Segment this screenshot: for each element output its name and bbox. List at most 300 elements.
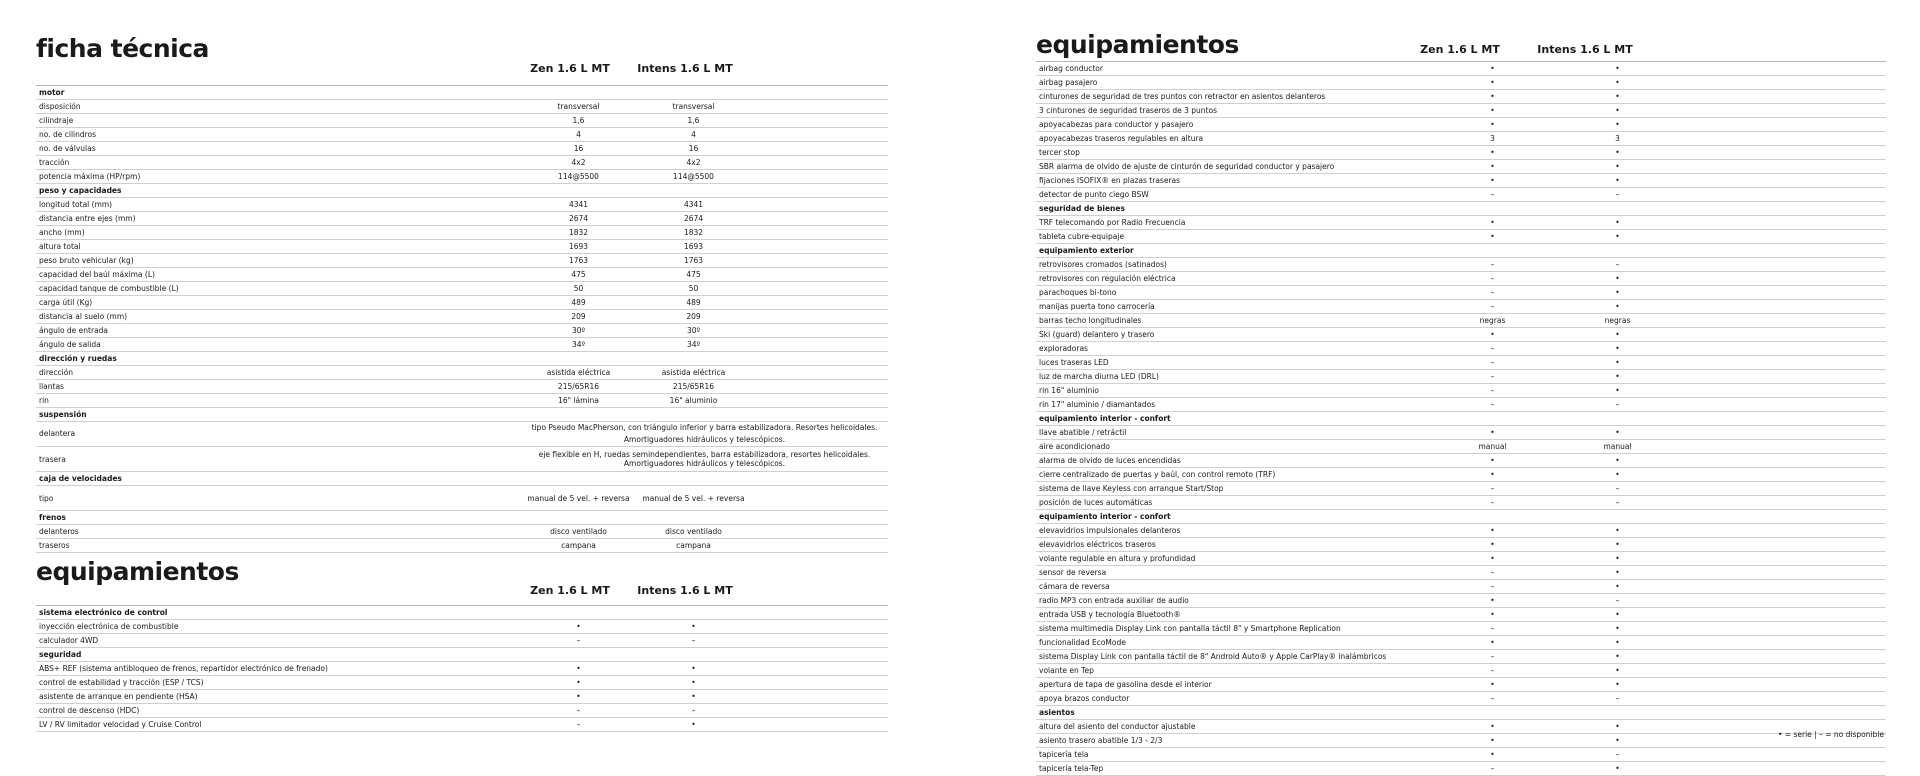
zen-value: •	[1430, 90, 1555, 104]
spec-label: sensor de reversa	[1036, 566, 1430, 580]
spec-label: inyección electrónica de combustible	[36, 620, 521, 634]
zen-value: –	[1430, 580, 1555, 594]
zen-value: •	[1430, 636, 1555, 650]
intens-value: •	[1555, 678, 1680, 692]
spacer-cell	[751, 296, 888, 310]
intens-value: •	[1555, 300, 1680, 314]
zen-value: •	[1430, 594, 1555, 608]
zen-value: 4x2	[521, 156, 636, 170]
spec-label: retrovisores con regulación eléctrica	[1036, 272, 1430, 286]
intens-value: •	[636, 676, 751, 690]
spec-label: sistema de llave Keyless con arranque Start/Stop	[1036, 482, 1430, 496]
zen-value: manual	[1430, 440, 1555, 454]
section-header-row	[1036, 510, 1886, 524]
spec-row	[1036, 608, 1886, 622]
spec-row	[1036, 440, 1886, 454]
section-label: asientos	[1036, 706, 1886, 720]
spec-row	[36, 254, 888, 268]
spec-row	[36, 296, 888, 310]
spec-row	[1036, 230, 1886, 244]
spec-label: no. de cilindros	[36, 128, 521, 142]
intens-value: 4341	[636, 198, 751, 212]
spacer-cell	[1680, 328, 1886, 342]
spacer-cell	[1680, 538, 1886, 552]
zen-value: –	[1430, 272, 1555, 286]
spec-row	[36, 128, 888, 142]
zen-value: •	[1430, 538, 1555, 552]
zen-value: –	[1430, 188, 1555, 202]
equip-left-col-header-intens: Intens 1.6 L MT	[637, 584, 733, 597]
spec-label: 3 cinturones de seguridad traseros de 3 puntos	[1036, 104, 1430, 118]
intens-value: 4x2	[636, 156, 751, 170]
spec-row	[1036, 650, 1886, 664]
section-label: seguridad de bienes	[1036, 202, 1886, 216]
spacer-cell	[751, 704, 888, 718]
intens-value: –	[1555, 258, 1680, 272]
spacer-cell	[1680, 398, 1886, 412]
spec-label: dirección	[36, 366, 521, 380]
intens-value: –	[1555, 482, 1680, 496]
spacer-cell	[1680, 76, 1886, 90]
equipamientos-right-table	[1036, 61, 1886, 776]
spec-label: calculador 4WD	[36, 634, 521, 648]
intens-value: •	[1555, 104, 1680, 118]
zen-value: –	[1430, 356, 1555, 370]
spacer-cell	[1680, 594, 1886, 608]
spacer-cell	[1680, 174, 1886, 188]
spec-row	[36, 422, 888, 447]
spacer-cell	[751, 486, 888, 511]
intens-value: •	[1555, 762, 1680, 776]
zen-value: –	[1430, 286, 1555, 300]
intens-value: 4	[636, 128, 751, 142]
zen-value: 16" lámina	[521, 394, 636, 408]
spacer-cell	[751, 690, 888, 704]
spec-label: volante regulable en altura y profundidad	[1036, 552, 1430, 566]
spec-row	[1036, 216, 1886, 230]
spec-row	[36, 690, 888, 704]
intens-value: •	[1555, 538, 1680, 552]
equip-right-col-header-intens: Intens 1.6 L MT	[1537, 43, 1633, 56]
section-header-row	[36, 184, 888, 198]
spec-label: llantas	[36, 380, 521, 394]
zen-value: –	[1430, 482, 1555, 496]
spec-row	[1036, 762, 1886, 776]
zen-value: •	[521, 662, 636, 676]
intens-value: •	[1555, 454, 1680, 468]
spec-row	[1036, 552, 1886, 566]
spec-row	[1036, 426, 1886, 440]
spec-label: longitud total (mm)	[36, 198, 521, 212]
legend-footnote: • = serie | – = no disponible	[1778, 730, 1884, 739]
spec-row	[1036, 384, 1886, 398]
spec-row	[1036, 104, 1886, 118]
zen-value: disco ventilado	[521, 525, 636, 539]
spacer-cell	[1680, 356, 1886, 370]
spec-label: asiento trasero abatible 1/3 - 2/3	[1036, 734, 1430, 748]
spec-row	[36, 226, 888, 240]
zen-value: •	[1430, 720, 1555, 734]
spec-label: sistema multimedia Display Link con pantalla táctil 8" y Smartphone Replication	[1036, 622, 1430, 636]
zen-value: •	[1430, 328, 1555, 342]
intens-value: 2674	[636, 212, 751, 226]
spec-label: llave abatible / retráctil	[1036, 426, 1430, 440]
spacer-cell	[1680, 146, 1886, 160]
spacer-cell	[751, 539, 888, 553]
section-header-row	[1036, 202, 1886, 216]
zen-value: –	[1430, 384, 1555, 398]
zen-value: –	[521, 704, 636, 718]
section-header-row	[1036, 244, 1886, 258]
spacer-cell	[1680, 342, 1886, 356]
zen-value: –	[1430, 496, 1555, 510]
intens-value: •	[1555, 524, 1680, 538]
intens-value: –	[1555, 398, 1680, 412]
spec-label: volante en Tep	[1036, 664, 1430, 678]
spec-label: airbag conductor	[1036, 62, 1430, 76]
spec-label: trasera	[36, 447, 521, 472]
spec-row	[1036, 664, 1886, 678]
spec-label: alarma de olvido de luces encendidas	[1036, 454, 1430, 468]
spec-row	[1036, 118, 1886, 132]
spacer-cell	[751, 525, 888, 539]
intens-value: 1763	[636, 254, 751, 268]
spacer-cell	[1680, 104, 1886, 118]
spacer-cell	[751, 394, 888, 408]
spacer-cell	[1680, 678, 1886, 692]
spec-label: SBR alarma de olvido de ajuste de cinturón de seguridad conductor y pasajero	[1036, 160, 1430, 174]
col-header-intens: Intens 1.6 L MT	[637, 62, 733, 75]
spec-row	[36, 718, 888, 732]
ficha-tecnica-table	[36, 85, 888, 553]
spec-row	[1036, 314, 1886, 328]
spec-row	[36, 198, 888, 212]
spec-row	[36, 170, 888, 184]
spacer-cell	[1680, 426, 1886, 440]
spacer-cell	[1680, 692, 1886, 706]
spec-label: delanteros	[36, 525, 521, 539]
intens-value: •	[1555, 272, 1680, 286]
spec-row	[1036, 482, 1886, 496]
section-header-row	[36, 472, 888, 486]
spec-label: parachoques bi-tono	[1036, 286, 1430, 300]
spec-row	[1036, 328, 1886, 342]
section-label: suspensión	[36, 408, 888, 422]
zen-value: •	[521, 676, 636, 690]
spacer-cell	[751, 254, 888, 268]
spec-row	[1036, 692, 1886, 706]
spacer-cell	[751, 268, 888, 282]
zen-value: –	[1430, 622, 1555, 636]
spec-label: rin 16" aluminio	[1036, 384, 1430, 398]
intens-value: disco ventilado	[636, 525, 751, 539]
intens-value: •	[1555, 552, 1680, 566]
zen-value: manual de 5 vel. + reversa	[521, 486, 636, 511]
zen-value: •	[1430, 216, 1555, 230]
spec-label: ángulo de entrada	[36, 324, 521, 338]
spec-row	[1036, 734, 1886, 748]
spec-row	[1036, 636, 1886, 650]
spacer-cell	[1680, 216, 1886, 230]
spec-row	[36, 282, 888, 296]
spacer-cell	[1680, 300, 1886, 314]
zen-value: campana	[521, 539, 636, 553]
zen-value: asistida eléctrica	[521, 366, 636, 380]
zen-value: –	[521, 718, 636, 732]
spec-row	[1036, 146, 1886, 160]
zen-value: –	[1430, 370, 1555, 384]
intens-value: –	[1555, 692, 1680, 706]
spec-row	[36, 620, 888, 634]
spec-row	[1036, 566, 1886, 580]
section-header-row	[36, 86, 888, 100]
zen-value: •	[1430, 608, 1555, 622]
spec-label: distancia entre ejes (mm)	[36, 212, 521, 226]
intens-value: –	[1555, 748, 1680, 762]
spec-description: eje flexible en H, ruedas semindependientes, barra estabilizadora, resortes helicoidales. Amortiguadores hidráulicos y telescópicos.	[521, 447, 888, 472]
zen-value: –	[1430, 692, 1555, 706]
spec-label: barras techo longitudinales	[1036, 314, 1430, 328]
spec-label: cilindraje	[36, 114, 521, 128]
spacer-cell	[751, 338, 888, 352]
section-label: seguridad	[36, 648, 888, 662]
spec-row	[36, 704, 888, 718]
section-header-row	[36, 352, 888, 366]
zen-value: •	[1430, 62, 1555, 76]
spacer-cell	[751, 114, 888, 128]
spec-label: asistente de arranque en pendiente (HSA)	[36, 690, 521, 704]
spacer-cell	[1680, 454, 1886, 468]
spacer-cell	[751, 310, 888, 324]
intens-value: •	[1555, 370, 1680, 384]
intens-value: •	[1555, 384, 1680, 398]
section-header-row	[36, 408, 888, 422]
intens-value: •	[1555, 160, 1680, 174]
spec-row	[1036, 398, 1886, 412]
spec-label: radio MP3 con entrada auxiliar de audio	[1036, 594, 1430, 608]
spacer-cell	[1680, 160, 1886, 174]
spacer-cell	[1680, 552, 1886, 566]
intens-value: •	[1555, 720, 1680, 734]
spec-label: delantera	[36, 422, 521, 447]
spacer-cell	[1680, 230, 1886, 244]
zen-value: •	[1430, 552, 1555, 566]
zen-value: 215/65R16	[521, 380, 636, 394]
spacer-cell	[751, 142, 888, 156]
spacer-cell	[1680, 650, 1886, 664]
zen-value: 4341	[521, 198, 636, 212]
spec-label: rin	[36, 394, 521, 408]
zen-value: •	[1430, 174, 1555, 188]
equip-right-col-header-zen: Zen 1.6 L MT	[1420, 43, 1500, 56]
spec-row	[1036, 174, 1886, 188]
spec-label: posición de luces automáticas	[1036, 496, 1430, 510]
spacer-cell	[751, 226, 888, 240]
section-label: sistema electrónico de control	[36, 606, 888, 620]
spacer-cell	[1680, 482, 1886, 496]
zen-value: 1,6	[521, 114, 636, 128]
ficha-tecnica-title: ficha técnica	[36, 34, 209, 63]
spec-row	[36, 486, 888, 511]
spacer-cell	[751, 662, 888, 676]
spacer-cell	[751, 198, 888, 212]
spacer-cell	[751, 156, 888, 170]
spec-row	[36, 539, 888, 553]
intens-value: •	[1555, 328, 1680, 342]
spec-row	[36, 268, 888, 282]
spec-row	[36, 662, 888, 676]
spacer-cell	[751, 634, 888, 648]
zen-value: 1693	[521, 240, 636, 254]
spec-label: Ski (guard) delantero y trasero	[1036, 328, 1430, 342]
spec-row	[1036, 496, 1886, 510]
section-label: peso y capacidades	[36, 184, 888, 198]
intens-value: 16" aluminio	[636, 394, 751, 408]
section-label: frenos	[36, 511, 888, 525]
zen-value: •	[1430, 76, 1555, 90]
intens-value: manual	[1555, 440, 1680, 454]
spacer-cell	[751, 676, 888, 690]
zen-value: –	[1430, 762, 1555, 776]
spec-label: sistema Display Link con pantalla táctil de 8" Android Auto® y Apple CarPlay® inalámbricos	[1036, 650, 1430, 664]
zen-value: –	[1430, 664, 1555, 678]
spec-label: exploradoras	[1036, 342, 1430, 356]
spec-row	[36, 156, 888, 170]
zen-value: •	[1430, 160, 1555, 174]
intens-value: •	[1555, 76, 1680, 90]
intens-value: •	[1555, 664, 1680, 678]
spec-row	[36, 212, 888, 226]
spec-row	[1036, 286, 1886, 300]
intens-value: asistida eléctrica	[636, 366, 751, 380]
spec-label: peso bruto vehicular (kg)	[36, 254, 521, 268]
zen-value: 4	[521, 128, 636, 142]
spec-label: altura total	[36, 240, 521, 254]
spacer-cell	[751, 718, 888, 732]
intens-value: –	[1555, 496, 1680, 510]
zen-value: negras	[1430, 314, 1555, 328]
spec-label: apertura de tapa de gasolina desde el interior	[1036, 678, 1430, 692]
spec-row	[36, 310, 888, 324]
spacer-cell	[1680, 622, 1886, 636]
spec-label: capacidad tanque de combustible (L)	[36, 282, 521, 296]
intens-value: 209	[636, 310, 751, 324]
zen-value: 1763	[521, 254, 636, 268]
equip-left-col-header-zen: Zen 1.6 L MT	[530, 584, 610, 597]
intens-value: –	[1555, 188, 1680, 202]
spacer-cell	[1680, 188, 1886, 202]
section-header-row	[1036, 706, 1886, 720]
intens-value: •	[1555, 636, 1680, 650]
spec-row	[1036, 622, 1886, 636]
spacer-cell	[1680, 90, 1886, 104]
spec-label: retrovisores cromados (satinados)	[1036, 258, 1430, 272]
zen-value: 475	[521, 268, 636, 282]
spec-row	[36, 240, 888, 254]
intens-value: 215/65R16	[636, 380, 751, 394]
spec-row	[1036, 720, 1886, 734]
spacer-cell	[1680, 608, 1886, 622]
spec-label: luz de marcha diurna LED (DRL)	[1036, 370, 1430, 384]
spec-label: elevavidrios impulsionales delanteros	[1036, 524, 1430, 538]
spec-row	[36, 114, 888, 128]
spacer-cell	[751, 240, 888, 254]
spacer-cell	[1680, 580, 1886, 594]
intens-value: 1,6	[636, 114, 751, 128]
intens-value: •	[1555, 650, 1680, 664]
zen-value: •	[1430, 468, 1555, 482]
spec-label: altura del asiento del conductor ajustable	[1036, 720, 1430, 734]
zen-value: •	[1430, 524, 1555, 538]
spacer-cell	[1680, 132, 1886, 146]
spec-label: rin 17" aluminio / diamantados	[1036, 398, 1430, 412]
spacer-cell	[751, 282, 888, 296]
spacer-cell	[1680, 286, 1886, 300]
spec-label: ángulo de salida	[36, 338, 521, 352]
zen-value: 114@5500	[521, 170, 636, 184]
spec-label: cierre centralizado de puertas y baúl, con control remoto (TRF)	[1036, 468, 1430, 482]
spacer-cell	[1680, 664, 1886, 678]
zen-value: –	[521, 634, 636, 648]
spec-row	[1036, 524, 1886, 538]
intens-value: •	[636, 662, 751, 676]
spec-label: tapicería tela-Tep	[1036, 762, 1430, 776]
zen-value: •	[1430, 230, 1555, 244]
intens-value: •	[1555, 174, 1680, 188]
intens-value: 114@5500	[636, 170, 751, 184]
spacer-cell	[1680, 636, 1886, 650]
intens-value: •	[1555, 90, 1680, 104]
spacer-cell	[1680, 118, 1886, 132]
intens-value: •	[1555, 118, 1680, 132]
zen-value: 489	[521, 296, 636, 310]
spacer-cell	[1680, 272, 1886, 286]
spec-row	[36, 366, 888, 380]
spec-row	[36, 324, 888, 338]
intens-value: •	[1555, 146, 1680, 160]
section-header-row	[36, 511, 888, 525]
zen-value: –	[1430, 566, 1555, 580]
zen-value: 16	[521, 142, 636, 156]
section-header-row	[1036, 412, 1886, 426]
zen-value: •	[521, 690, 636, 704]
intens-value: •	[1555, 286, 1680, 300]
spec-row	[1036, 594, 1886, 608]
spec-label: potencia máxima (HP/rpm)	[36, 170, 521, 184]
spec-label: tracción	[36, 156, 521, 170]
intens-value: 1693	[636, 240, 751, 254]
zen-value: –	[1430, 300, 1555, 314]
spec-row	[36, 380, 888, 394]
spec-label: ancho (mm)	[36, 226, 521, 240]
spec-row	[1036, 188, 1886, 202]
spec-label: disposición	[36, 100, 521, 114]
spacer-cell	[1680, 762, 1886, 776]
spacer-cell	[1680, 566, 1886, 580]
spec-label: aire acondicionado	[1036, 440, 1430, 454]
spacer-cell	[1680, 468, 1886, 482]
spacer-cell	[1680, 258, 1886, 272]
spec-label: TRF telecomando por Radio Frecuencia	[1036, 216, 1430, 230]
intens-value: •	[1555, 426, 1680, 440]
intens-value: 50	[636, 282, 751, 296]
spacer-cell	[751, 212, 888, 226]
zen-value: –	[1430, 342, 1555, 356]
spec-row	[1036, 132, 1886, 146]
intens-value: negras	[1555, 314, 1680, 328]
section-label: caja de velocidades	[36, 472, 888, 486]
intens-value: •	[1555, 734, 1680, 748]
